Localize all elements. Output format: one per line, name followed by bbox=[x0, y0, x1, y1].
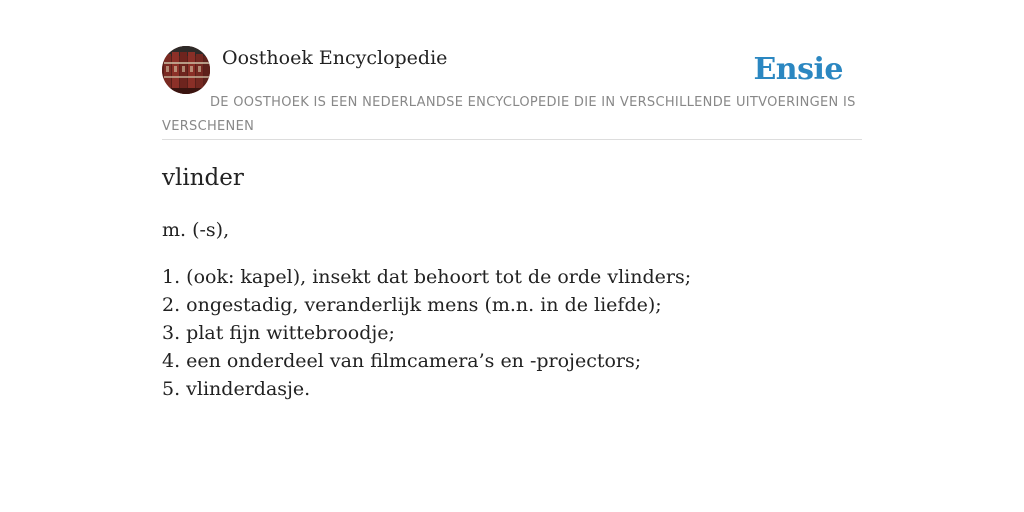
sense-item: 1. (ook: kapel), insekt dat behoort tot de orde vlinders; bbox=[162, 266, 692, 288]
book-spines-icon bbox=[162, 46, 210, 94]
sense-item: 4. een onderdeel van filmcamera’s en -projectors; bbox=[162, 350, 642, 372]
site-header bbox=[162, 46, 862, 140]
entry-headword: vlinder bbox=[162, 165, 244, 191]
sense-item: 3. plat fijn wittebroodje; bbox=[162, 322, 395, 344]
sense-item: 2. ongestadig, veranderlijk mens (m.n. in de liefde); bbox=[162, 294, 662, 316]
site-avatar[interactable] bbox=[162, 46, 210, 94]
sense-item: 5. vlinderdasje. bbox=[162, 378, 311, 400]
site-tagline: DE OOSTHOEK IS EEN NEDERLANDSE ENCYCLOPEDIE DIE IN VERSCHILLENDE UITVOERINGEN IS VERSCHENEN bbox=[162, 95, 856, 134]
brand-logo[interactable]: Ensie bbox=[753, 52, 843, 87]
entry-senses-list bbox=[162, 263, 691, 403]
site-title[interactable]: Oosthoek Encyclopedie bbox=[222, 47, 448, 69]
entry-grammar: m. (-s), bbox=[162, 219, 230, 241]
